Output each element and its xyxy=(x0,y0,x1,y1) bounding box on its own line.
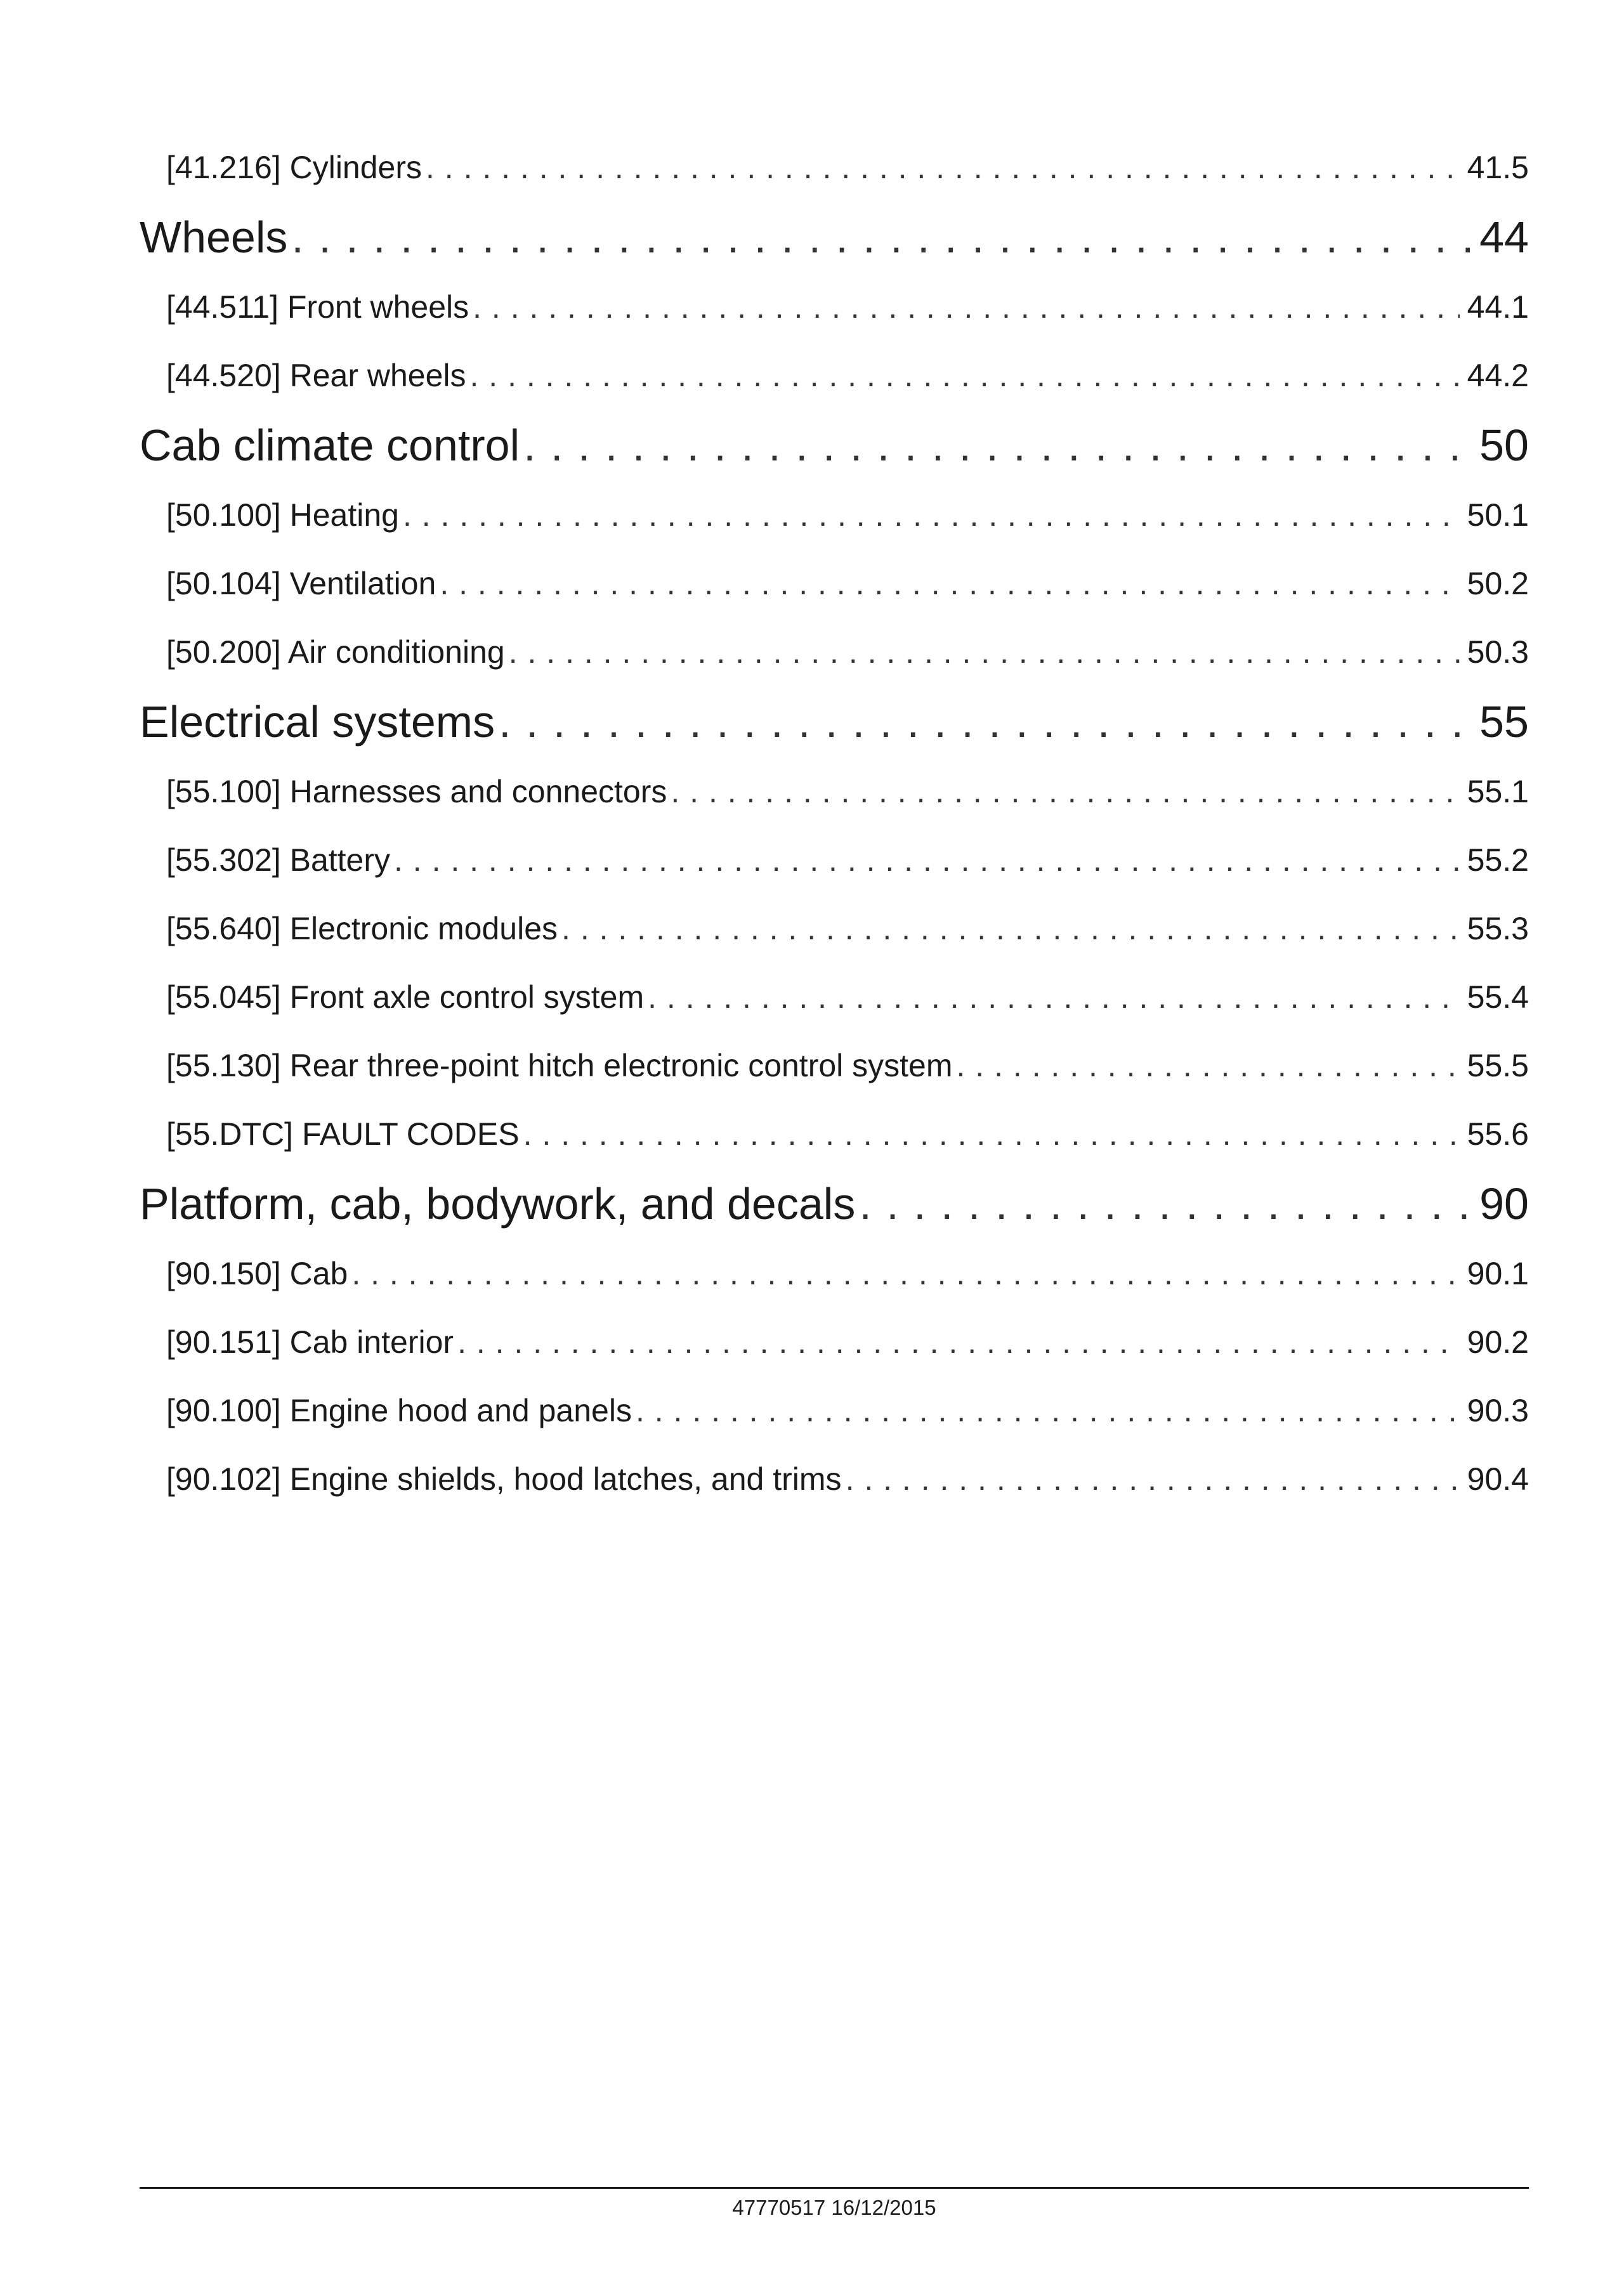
dot-leader xyxy=(523,1100,1460,1168)
footer-divider xyxy=(140,2187,1529,2189)
toc-entry-title: [55.640] Electronic modules xyxy=(166,911,558,946)
dot-leader xyxy=(426,133,1460,202)
dot-leader xyxy=(351,1239,1459,1308)
toc-entry-title: [55.302] Battery xyxy=(166,842,391,878)
toc-entry-page: 50.2 xyxy=(1467,566,1529,601)
toc-entry-page: 90.4 xyxy=(1467,1461,1529,1497)
toc-entry-page: 41.5 xyxy=(1467,150,1529,185)
toc-entry[interactable] xyxy=(140,1100,1529,1168)
footer-document-id: 47770517 16/12/2015 xyxy=(732,2196,936,2219)
toc-entry[interactable] xyxy=(140,757,1529,826)
dot-leader xyxy=(509,618,1460,686)
dot-leader xyxy=(636,1376,1460,1445)
toc-entry[interactable] xyxy=(140,963,1529,1031)
table-of-contents xyxy=(140,133,1529,1513)
dot-leader xyxy=(561,894,1460,963)
toc-entry-page: 55.6 xyxy=(1467,1116,1529,1152)
toc-entry[interactable] xyxy=(140,894,1529,963)
toc-section[interactable] xyxy=(140,1168,1529,1239)
toc-entry[interactable] xyxy=(140,481,1529,549)
toc-entry[interactable] xyxy=(140,133,1529,202)
toc-entry[interactable] xyxy=(140,1376,1529,1445)
dot-leader xyxy=(440,549,1459,618)
toc-entry-title: [90.150] Cab xyxy=(166,1256,348,1291)
toc-entry-title: [90.151] Cab interior xyxy=(166,1324,454,1360)
toc-entry-page: 90.1 xyxy=(1467,1256,1529,1291)
toc-entry-title: [50.104] Ventilation xyxy=(166,566,436,601)
toc-section[interactable] xyxy=(140,202,1529,273)
toc-entry-title: [55.045] Front axle control system xyxy=(166,979,645,1015)
toc-entry-page: 55.3 xyxy=(1467,911,1529,946)
dot-leader xyxy=(457,1308,1460,1376)
dot-leader xyxy=(473,273,1460,341)
toc-entry-page: 55.2 xyxy=(1467,842,1529,878)
toc-entry[interactable] xyxy=(140,1308,1529,1376)
toc-entry-title: [44.511] Front wheels xyxy=(166,289,469,325)
dot-leader xyxy=(859,1168,1472,1239)
toc-entry-title: [55.130] Rear three-point hitch electronic control system xyxy=(166,1048,953,1083)
toc-section-title: Electrical systems xyxy=(140,697,495,747)
toc-entry-title: [90.102] Engine shields, hood latches, and trims xyxy=(166,1461,842,1497)
toc-section-title: Platform, cab, bodywork, and decals xyxy=(140,1179,856,1229)
toc-entry[interactable] xyxy=(140,1031,1529,1100)
toc-entry-title: [41.216] Cylinders xyxy=(166,150,422,185)
toc-entry[interactable] xyxy=(140,1445,1529,1513)
toc-entry-page: 50.3 xyxy=(1467,634,1529,670)
toc-entry[interactable] xyxy=(140,273,1529,341)
toc-section-page: 50 xyxy=(1479,421,1529,470)
toc-entry-title: [50.200] Air conditioning xyxy=(166,634,505,670)
dot-leader xyxy=(499,686,1472,757)
toc-entry-title: [44.520] Rear wheels xyxy=(166,358,466,393)
dot-leader xyxy=(846,1445,1460,1513)
toc-entry-page: 55.5 xyxy=(1467,1048,1529,1083)
dot-leader xyxy=(394,826,1460,894)
toc-entry[interactable] xyxy=(140,549,1529,618)
dot-leader xyxy=(291,202,1472,273)
toc-entry[interactable] xyxy=(140,341,1529,410)
dot-leader xyxy=(957,1031,1460,1100)
toc-entry-title: [55.DTC] FAULT CODES xyxy=(166,1116,520,1152)
toc-entry-page: 44.2 xyxy=(1467,358,1529,393)
dot-leader xyxy=(403,481,1460,549)
dot-leader xyxy=(523,410,1472,481)
toc-entry-title: [90.100] Engine hood and panels xyxy=(166,1393,632,1428)
toc-entry[interactable] xyxy=(140,1239,1529,1308)
toc-section[interactable] xyxy=(140,410,1529,481)
dot-leader xyxy=(671,757,1459,826)
toc-entry-page: 44.1 xyxy=(1467,289,1529,325)
toc-entry-title: [55.100] Harnesses and connectors xyxy=(166,774,667,809)
toc-section-page: 44 xyxy=(1479,212,1529,262)
toc-entry[interactable] xyxy=(140,826,1529,894)
dot-leader xyxy=(470,341,1460,410)
toc-entry-title: [50.100] Heating xyxy=(166,497,399,533)
toc-entry[interactable] xyxy=(140,618,1529,686)
toc-section-title: Cab climate control xyxy=(140,421,520,470)
toc-section-page: 55 xyxy=(1479,697,1529,747)
toc-section[interactable] xyxy=(140,686,1529,757)
toc-section-title: Wheels xyxy=(140,212,288,262)
dot-leader xyxy=(648,963,1460,1031)
toc-entry-page: 90.3 xyxy=(1467,1393,1529,1428)
toc-entry-page: 90.2 xyxy=(1467,1324,1529,1360)
toc-entry-page: 55.4 xyxy=(1467,979,1529,1015)
toc-section-page: 90 xyxy=(1479,1179,1529,1229)
toc-entry-page: 50.1 xyxy=(1467,497,1529,533)
toc-entry-page: 55.1 xyxy=(1467,774,1529,809)
